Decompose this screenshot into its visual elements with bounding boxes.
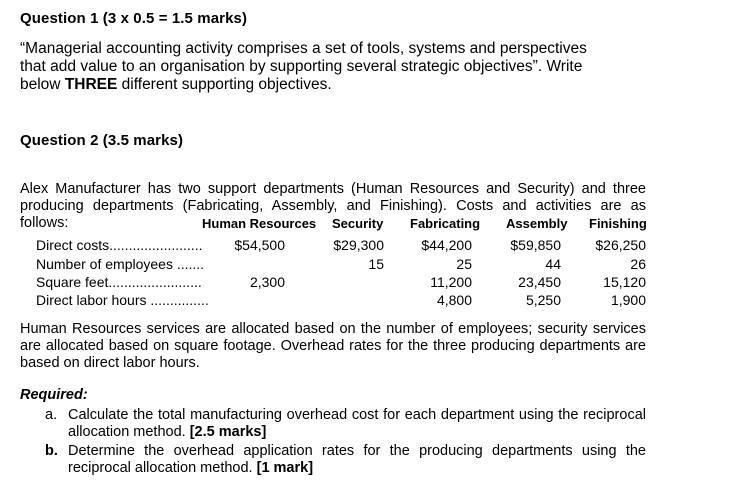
question-1-line: “Managerial accounting activity comprises a set of tools, systems and perspectives [20, 40, 587, 57]
item-line [68, 460, 646, 477]
question-1-text: below [20, 76, 65, 93]
cell-security: 15 [368, 256, 384, 272]
row-label [36, 292, 209, 308]
row-label-text: Direct costs [36, 237, 110, 253]
allocation-description [20, 321, 646, 372]
cell-assembly: 44 [545, 256, 561, 272]
required-item-a [45, 407, 646, 441]
table-row [20, 274, 660, 291]
question-1-emphasis: THREE [64, 76, 118, 93]
question-1-text: different supporting objectives. [117, 76, 332, 93]
intro-line: Alex Manufacturer has two support departments (Human Resources and Security) and three [20, 181, 646, 197]
row-leader-dots: ........................ [108, 274, 202, 290]
allocation-line: based on direct labor hours. [20, 355, 200, 371]
table-row [20, 292, 660, 309]
cell-security: $29,300 [333, 237, 384, 253]
table-row [20, 237, 660, 254]
cell-assembly: $59,850 [510, 237, 561, 253]
cell-fabricating: 25 [456, 256, 472, 272]
intro-line: producing departments (Fabricating, Assembly, and Finishing). Costs and activities are as follows: [20, 198, 646, 231]
item-text: allocation method. [68, 424, 190, 440]
row-label [36, 256, 204, 272]
item-text: reciprocal allocation method. [68, 460, 257, 476]
item-line: Calculate the total manufacturing overhead cost for each department using the reciprocal [68, 407, 646, 423]
header-human-resources: Human Resources [202, 216, 317, 231]
row-label-text: Number of employees [36, 256, 173, 272]
cell-human-resources: 2,300 [249, 274, 285, 290]
header-assembly: Assembly [506, 216, 568, 231]
row-label [36, 274, 202, 290]
header-finishing: Finishing [589, 216, 647, 231]
question-2-title: Question 2 (3.5 marks) [20, 132, 184, 149]
question-1-line: that add value to an organisation by supporting several strategic objectives”. Write [20, 58, 583, 75]
list-marker: a. [45, 407, 58, 423]
cell-finishing: $26,250 [595, 237, 646, 253]
cell-fabricating: 4,800 [436, 292, 472, 308]
row-label-text: Direct labor hours [36, 292, 147, 308]
header-security: Security [332, 216, 384, 231]
table-row [20, 256, 660, 273]
item-line [68, 424, 646, 441]
question-1-prompt [20, 40, 660, 94]
cell-finishing: 1,900 [610, 292, 646, 308]
cell-fabricating: $44,200 [421, 237, 472, 253]
item-line: Determine the overhead application rates for the producing departments using the [68, 443, 646, 459]
required-heading: Required: [20, 387, 88, 403]
allocation-line: Human Resources services are allocated based on the number of employees; security services [20, 321, 646, 337]
cell-finishing: 15,120 [603, 274, 646, 290]
allocation-line: are allocated based on square footage. Overhead rates for the three producing departments are [20, 338, 646, 354]
cell-assembly: 23,450 [518, 274, 561, 290]
cell-finishing: 26 [630, 256, 646, 272]
header-fabricating: Fabricating [410, 216, 481, 231]
marks-label: [1 mark] [256, 460, 314, 476]
row-leader-dots: ........................ [109, 237, 203, 253]
row-label-text: Square feet [36, 274, 109, 290]
cell-human-resources: $54,500 [234, 237, 285, 253]
row-leader-dots: ....... [176, 256, 205, 272]
required-item-b [45, 443, 646, 477]
question-1-title: Question 1 (3 x 0.5 = 1.5 marks) [20, 10, 248, 27]
marks-label: [2.5 marks] [189, 424, 267, 440]
question-1-line [20, 76, 660, 94]
row-leader-dots: ............... [150, 292, 209, 308]
row-label [36, 237, 202, 253]
cell-fabricating: 11,200 [430, 274, 472, 290]
cell-assembly: 5,250 [525, 292, 561, 308]
list-marker: b. [45, 443, 58, 459]
